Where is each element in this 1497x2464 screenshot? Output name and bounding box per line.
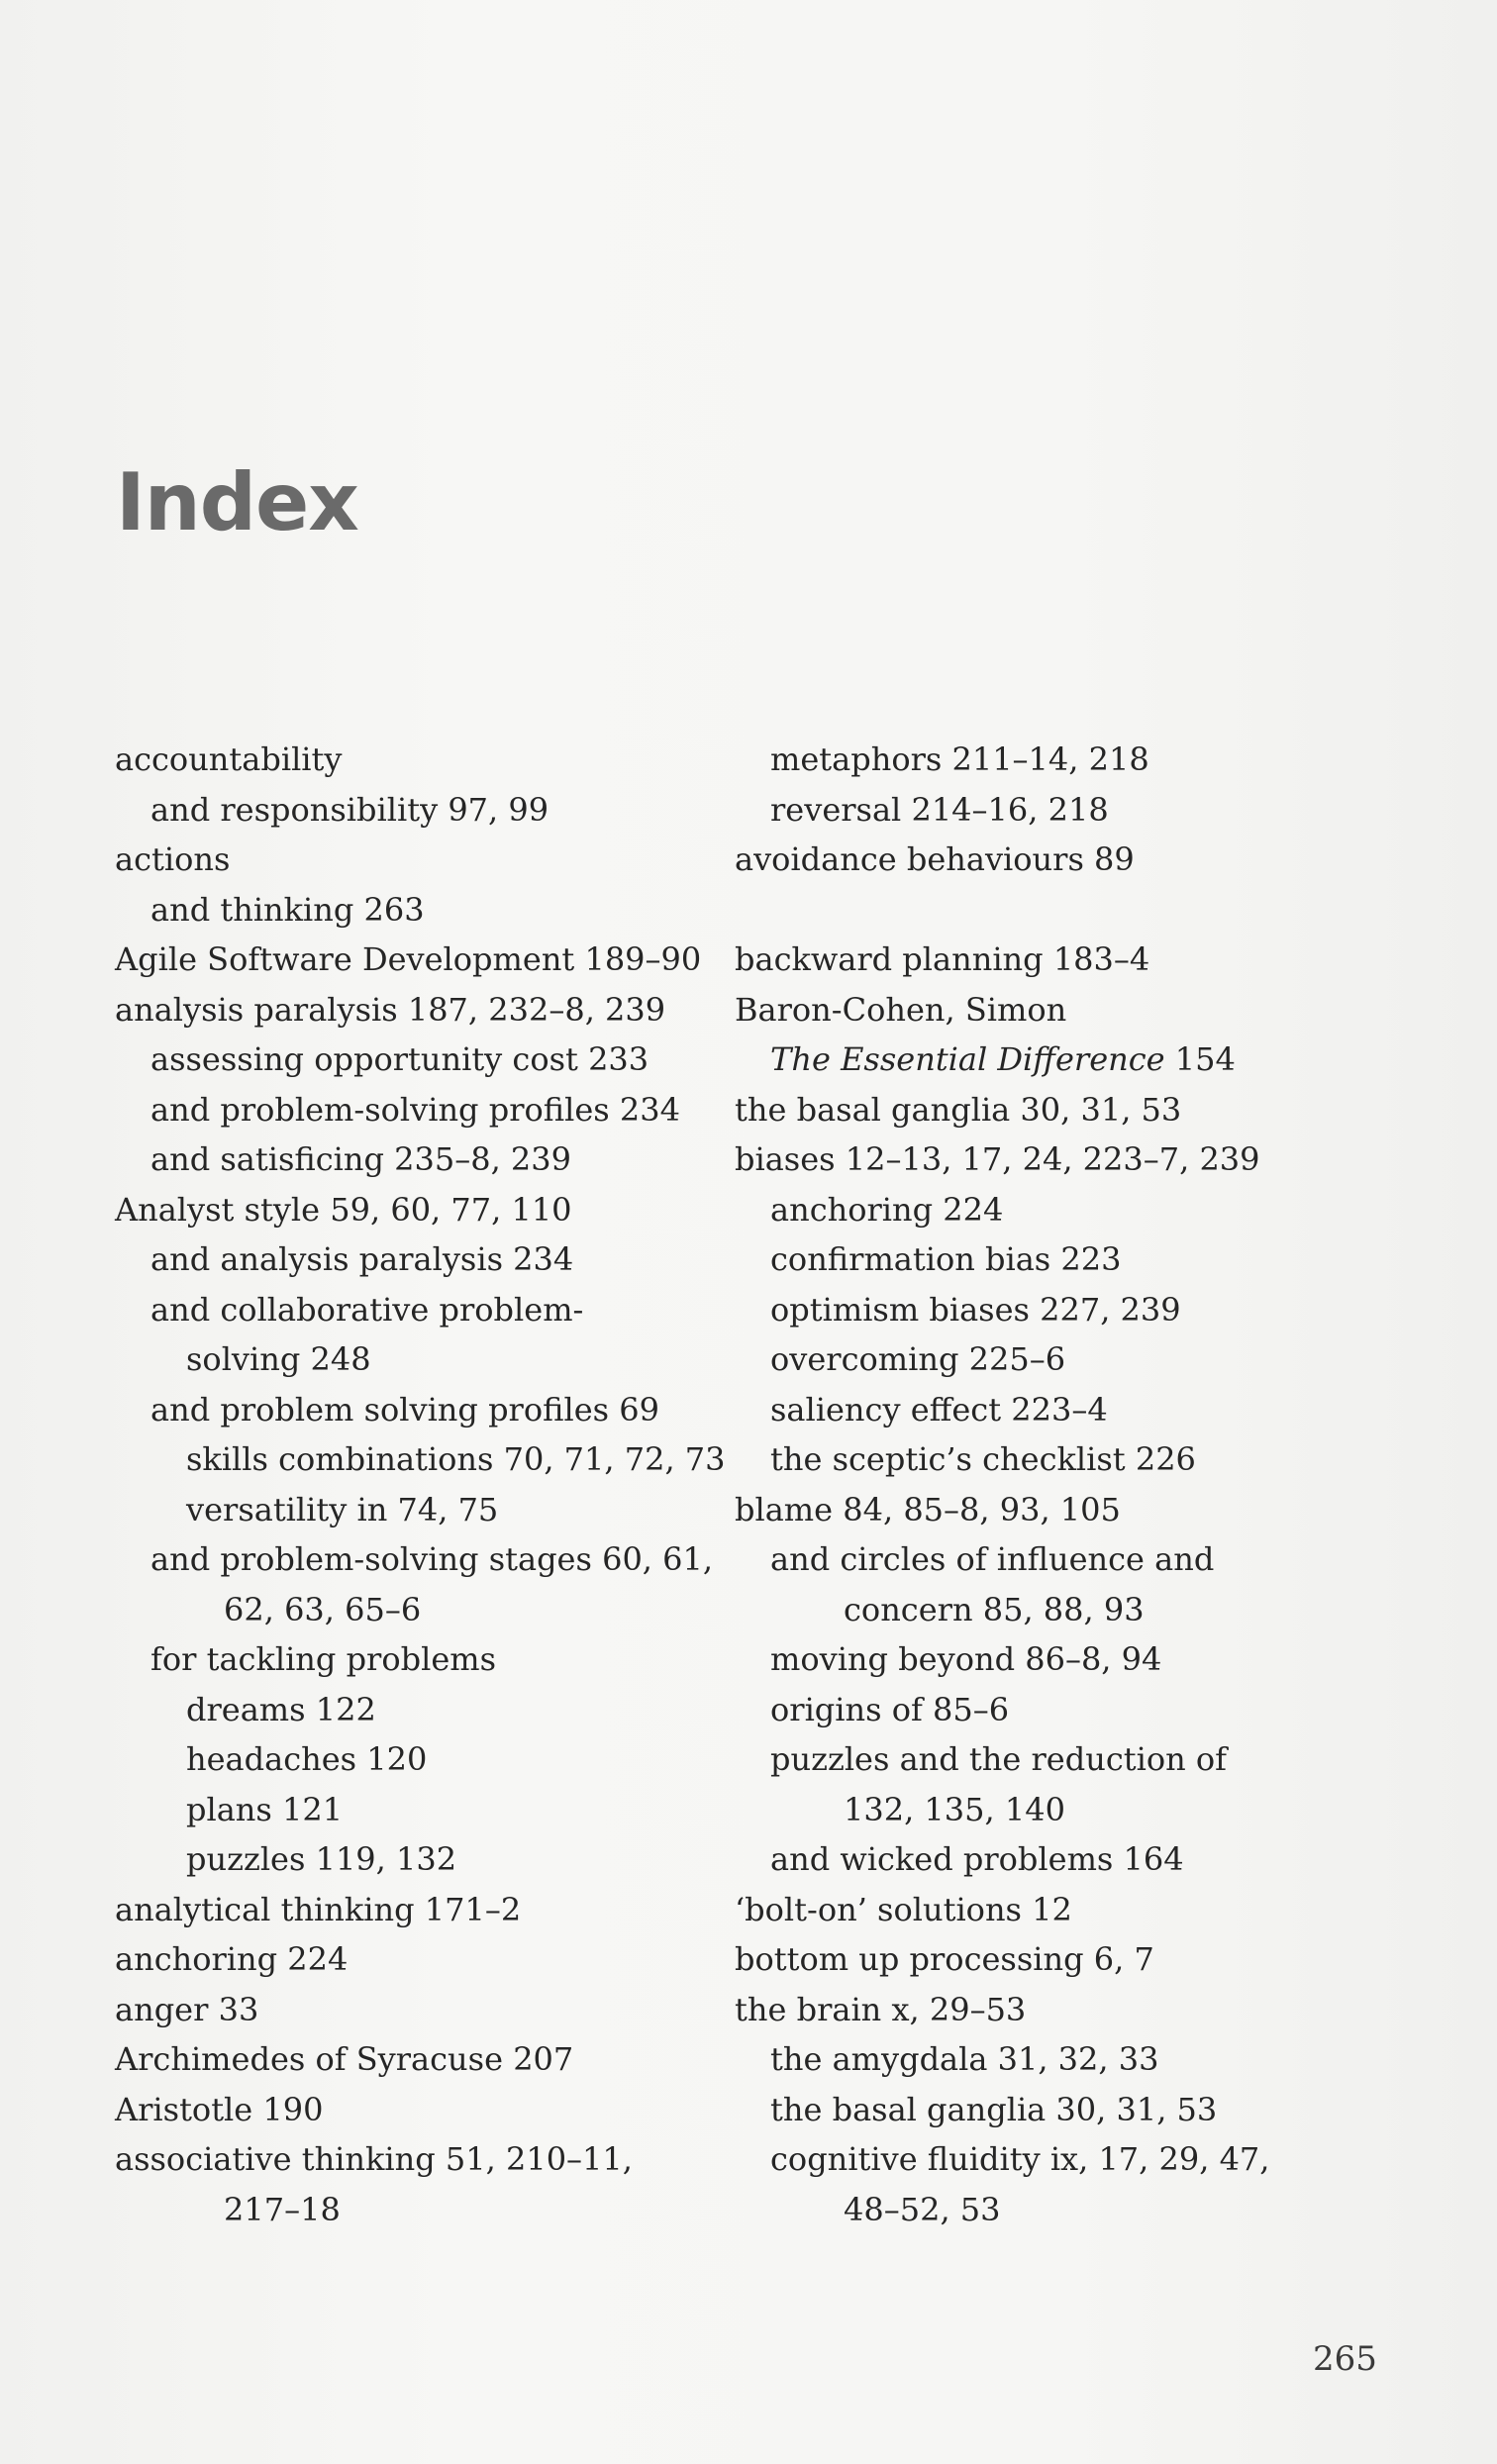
- index-column-left: [115, 735, 729, 2234]
- index-entry: Archimedes of Syracuse 207: [115, 2040, 574, 2078]
- index-entry: anchoring 224: [770, 1190, 1004, 1229]
- index-entry: analytical thinking 171–2: [115, 1890, 522, 1928]
- index-entry: and responsibility 97, 99: [150, 790, 549, 829]
- index-entry: backward planning 183–4: [735, 940, 1150, 978]
- index-entry: Aristotle 190: [115, 2090, 324, 2128]
- index-entry: the amygdala 31, 32, 33: [770, 2040, 1159, 2078]
- index-entry: ‘bolt-on’ solutions 12: [735, 1890, 1072, 1928]
- index-entry-pages: 154: [1164, 1040, 1236, 1078]
- index-entry: headaches 120: [186, 1740, 428, 1778]
- index-entry: [735, 1035, 1428, 1085]
- index-entry: the sceptic’s checklist 226: [770, 1440, 1196, 1478]
- index-entry: and satisficing 235–8, 239: [150, 1140, 571, 1178]
- index-entry: 62, 63, 65–6: [224, 1590, 422, 1628]
- index-entry: optimism biases 227, 239: [770, 1290, 1181, 1329]
- index-entry: solving 248: [186, 1340, 371, 1378]
- page-title: Index: [116, 456, 358, 548]
- index-entry: moving beyond 86–8, 94: [770, 1640, 1162, 1678]
- index-entry: skills combinations 70, 71, 72, 73: [186, 1440, 726, 1478]
- index-entry: overcoming 225–6: [770, 1340, 1066, 1378]
- index-entry: assessing opportunity cost 233: [150, 1040, 649, 1078]
- index-entry: 132, 135, 140: [844, 1790, 1065, 1828]
- index-entry: analysis paralysis 187, 232–8, 239: [115, 990, 666, 1029]
- index-entry: puzzles 119, 132: [186, 1840, 457, 1878]
- index-column-right: [735, 735, 1428, 2234]
- index-entry: and analysis paralysis 234: [150, 1240, 574, 1278]
- index-entry: the brain x, 29–53: [735, 1990, 1027, 2028]
- index-entry: anchoring 224: [115, 1940, 349, 1978]
- index-entry-title: The Essential Difference: [770, 1040, 1165, 1078]
- index-entry: saliency effect 223–4: [770, 1390, 1108, 1429]
- index-entry: and problem solving profiles 69: [150, 1390, 659, 1429]
- index-entry: 217–18: [224, 2190, 341, 2228]
- index-entry: [735, 885, 1428, 936]
- index-entry: the basal ganglia 30, 31, 53: [770, 2090, 1218, 2128]
- index-entry: cognitive fluidity ix, 17, 29, 47,: [770, 2140, 1270, 2178]
- index-entry: associative thinking 51, 210–11,: [115, 2140, 633, 2178]
- index-entry: and problem-solving profiles 234: [150, 1090, 680, 1129]
- index-entry: biases 12–13, 17, 24, 223–7, 239: [735, 1140, 1260, 1178]
- index-entry: Baron-Cohen, Simon: [735, 990, 1067, 1029]
- index-entry: metaphors 211–14, 218: [770, 740, 1149, 778]
- index-entry: and circles of influence and: [770, 1540, 1215, 1578]
- index-entry: origins of 85–6: [770, 1690, 1010, 1728]
- index-entry: Analyst style 59, 60, 77, 110: [115, 1190, 572, 1229]
- index-entry: actions: [115, 840, 231, 878]
- index-entry: blame 84, 85–8, 93, 105: [735, 1490, 1121, 1528]
- index-entry: and thinking 263: [150, 890, 425, 929]
- index-entry: accountability: [115, 740, 343, 778]
- index-entry: and wicked problems 164: [770, 1840, 1184, 1878]
- index-entry: avoidance behaviours 89: [735, 840, 1135, 878]
- index-entry: 48–52, 53: [844, 2190, 1001, 2228]
- index-entry: versatility in 74, 75: [186, 1490, 499, 1528]
- index-entry: puzzles and the reduction of: [770, 1740, 1227, 1778]
- index-entry: plans 121: [186, 1790, 344, 1828]
- page-number: 265: [1313, 2339, 1377, 2379]
- index-entry: and collaborative problem-: [150, 1290, 584, 1329]
- index-entry: anger 33: [115, 1990, 259, 2028]
- index-entry: concern 85, 88, 93: [844, 1590, 1145, 1628]
- index-entry: reversal 214–16, 218: [770, 790, 1109, 829]
- index-entry: the basal ganglia 30, 31, 53: [735, 1090, 1182, 1129]
- index-entry: for tackling problems: [150, 1640, 497, 1678]
- index-entry: and problem-solving stages 60, 61,: [150, 1540, 714, 1578]
- index-entry: confirmation bias 223: [770, 1240, 1122, 1278]
- index-entry: bottom up processing 6, 7: [735, 1940, 1154, 1978]
- index-entry: Agile Software Development 189–90: [115, 940, 702, 978]
- index-entry: dreams 122: [186, 1690, 376, 1728]
